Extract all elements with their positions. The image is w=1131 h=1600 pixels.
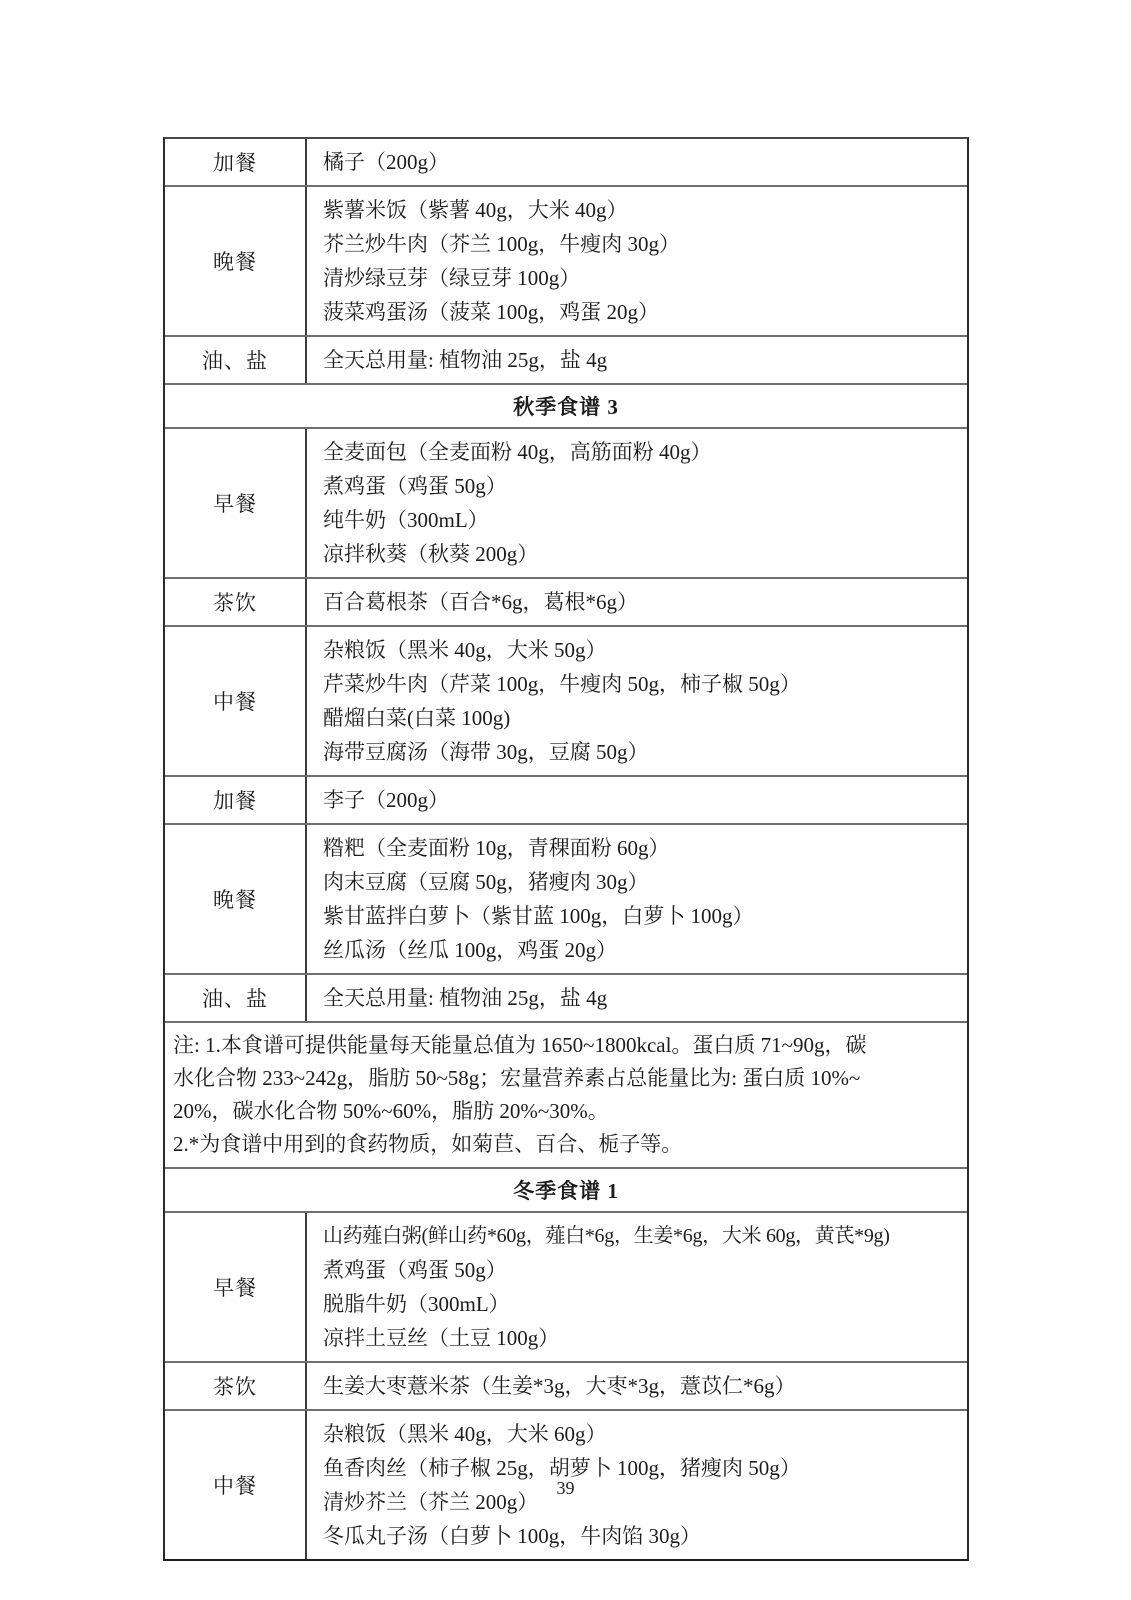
meal-label: 油、盐 (165, 337, 307, 383)
section-title: 秋季食谱 3 (513, 395, 619, 419)
meal-item: 百合葛根茶（百合*6g，葛根*6g） (323, 590, 638, 614)
table-row (165, 185, 967, 335)
meal-item: 冬瓜丸子汤（白萝卜 100g，牛肉馅 30g） (323, 1524, 701, 1548)
meal-label: 茶饮 (165, 579, 307, 625)
section-title: 冬季食谱 1 (513, 1179, 619, 1203)
meal-content (307, 777, 967, 823)
meal-item: 山药薤白粥(鲜山药*60g，薤白*6g，生姜*6g，大米 60g，黄芪*9g) (323, 1225, 890, 1247)
table-row (165, 775, 967, 823)
meal-label: 中餐 (165, 1411, 307, 1559)
meal-label: 晚餐 (165, 187, 307, 335)
table-row (165, 1211, 967, 1361)
meal-content (307, 1213, 967, 1361)
meal-label: 中餐 (165, 627, 307, 775)
meal-content (307, 975, 967, 1021)
meal-item: 脱脂牛奶（300mL） (323, 1292, 510, 1316)
meal-label: 油、盐 (165, 975, 307, 1021)
meal-item: 海带豆腐汤（海带 30g，豆腐 50g） (323, 740, 649, 764)
table-row (165, 973, 967, 1021)
meal-item: 纯牛奶（300mL） (323, 508, 489, 532)
meal-label: 茶饮 (165, 1363, 307, 1409)
meal-item: 菠菜鸡蛋汤（菠菜 100g，鸡蛋 20g） (323, 300, 659, 324)
meal-item: 芥兰炒牛肉（芥兰 100g，牛瘦肉 30g） (323, 232, 680, 256)
meal-content (307, 627, 967, 775)
table-row (165, 427, 967, 577)
note-line: 水化合物 233~242g，脂肪 50~58g；宏量营养素占总能量比为: 蛋白质 10%~ (173, 1066, 861, 1090)
meal-item: 全天总用量: 植物油 25g，盐 4g (323, 348, 608, 372)
meal-plan-table (163, 137, 969, 1561)
meal-item: 糌粑（全麦面粉 10g，青稞面粉 60g） (323, 836, 670, 860)
meal-item: 紫甘蓝拌白萝卜（紫甘蓝 100g，白萝卜 100g） (323, 904, 754, 928)
table-row (165, 577, 967, 625)
note-line: 20%，碳水化合物 50%~60%，脂肪 20%~30%。 (173, 1099, 609, 1123)
meal-item: 橘子（200g） (323, 150, 449, 174)
meal-item: 醋熘白菜(白菜 100g) (323, 706, 511, 730)
meal-item: 杂粮饭（黑米 40g，大米 60g） (323, 1422, 607, 1446)
meal-content (307, 1363, 967, 1409)
meal-label: 加餐 (165, 139, 307, 185)
meal-content (307, 187, 967, 335)
meal-item: 清炒芥兰（芥兰 200g） (323, 1490, 539, 1514)
meal-item: 鱼香肉丝（柿子椒 25g，胡萝卜 100g，猪瘦肉 50g） (323, 1456, 801, 1480)
meal-label: 早餐 (165, 429, 307, 577)
meal-content (307, 139, 967, 185)
note-line: 注: 1.本食谱可提供能量每天能量总值为 1650~1800kcal。蛋白质 71~90g，碳 (173, 1033, 867, 1057)
notes-row (165, 1021, 967, 1167)
table-row (165, 823, 967, 973)
meal-item: 肉末豆腐（豆腐 50g，猪瘦肉 30g） (323, 870, 649, 894)
meal-item: 生姜大枣薏米茶（生姜*3g，大枣*3g，薏苡仁*6g） (323, 1374, 796, 1398)
meal-label: 早餐 (165, 1213, 307, 1361)
table-row (165, 1361, 967, 1409)
table-row (165, 335, 967, 383)
meal-item: 煮鸡蛋（鸡蛋 50g） (323, 1258, 507, 1282)
table-row (165, 625, 967, 775)
meal-content (307, 337, 967, 383)
meal-item: 清炒绿豆芽（绿豆芽 100g） (323, 266, 581, 290)
meal-item: 凉拌秋葵（秋葵 200g） (323, 542, 539, 566)
meal-item: 李子（200g） (323, 788, 449, 812)
meal-item: 全麦面包（全麦面粉 40g，高筋面粉 40g） (323, 440, 712, 464)
meal-content (307, 825, 967, 973)
section-header-row (165, 383, 967, 427)
table-row (165, 139, 967, 185)
section-header-row (165, 1167, 967, 1211)
meal-item: 芹菜炒牛肉（芹菜 100g，牛瘦肉 50g，柿子椒 50g） (323, 672, 801, 696)
meal-content (307, 579, 967, 625)
meal-label: 加餐 (165, 777, 307, 823)
meal-item: 丝瓜汤（丝瓜 100g，鸡蛋 20g） (323, 938, 617, 962)
note-line: 2.*为食谱中用到的食药物质，如菊苣、百合、栀子等。 (173, 1132, 683, 1156)
meal-item: 全天总用量: 植物油 25g，盐 4g (323, 986, 608, 1010)
page-number: 39 (556, 1478, 575, 1498)
meal-item: 杂粮饭（黑米 40g，大米 50g） (323, 638, 607, 662)
meal-item: 煮鸡蛋（鸡蛋 50g） (323, 474, 507, 498)
meal-label: 晚餐 (165, 825, 307, 973)
meal-item: 凉拌土豆丝（土豆 100g） (323, 1326, 560, 1350)
meal-content (307, 429, 967, 577)
meal-item: 紫薯米饭（紫薯 40g，大米 40g） (323, 198, 628, 222)
